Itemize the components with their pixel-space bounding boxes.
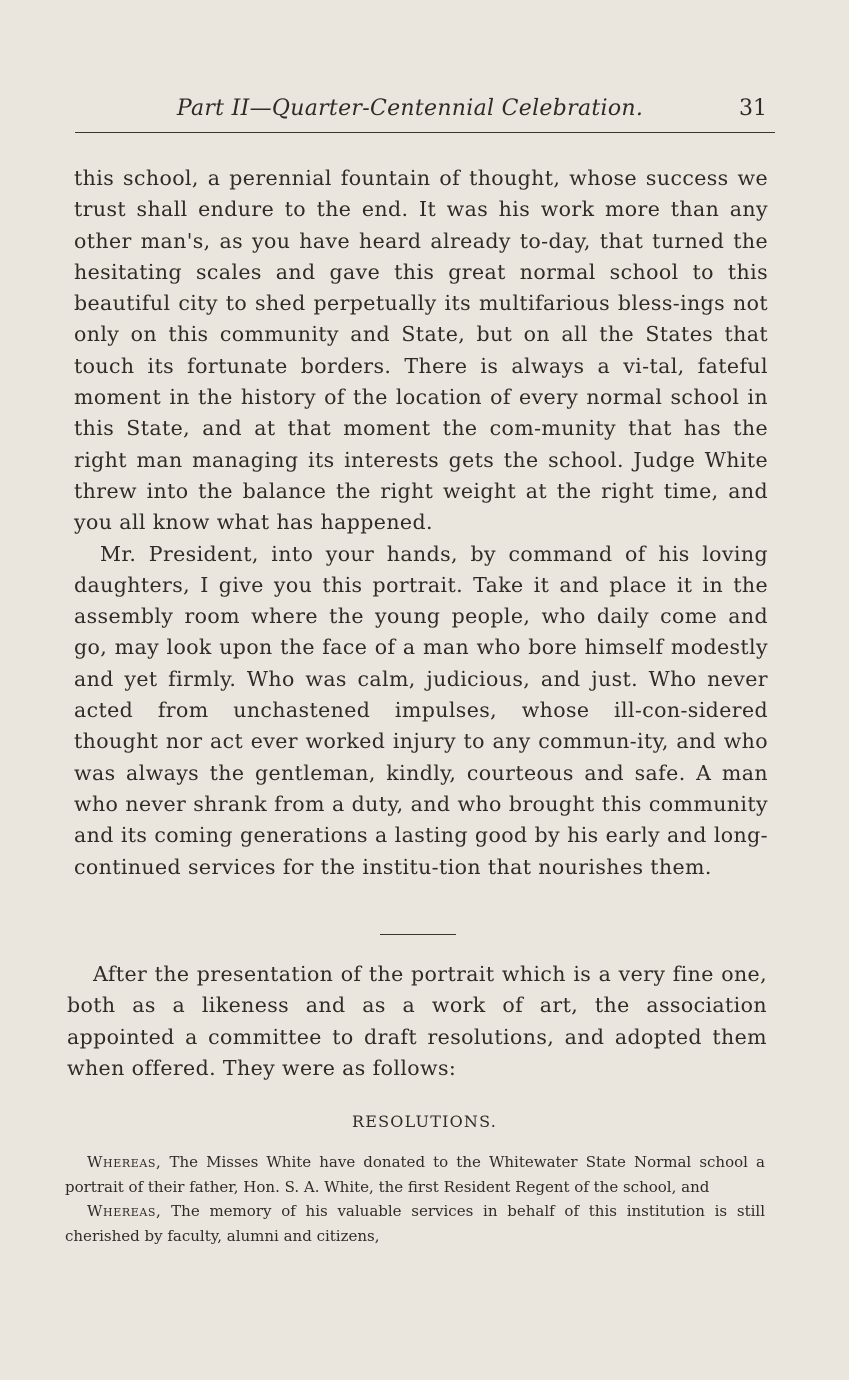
page-number: 31 (739, 96, 767, 121)
resolution-text: The Misses White have donated to the Whitewater State Normal school a portrait of their father, Hon. S. A. White, the first Resident Regent of the school, and (65, 1153, 765, 1196)
body-text (74, 163, 768, 883)
running-head: Part II—Quarter-Centennial Celebration. (176, 96, 644, 121)
section-divider (380, 934, 456, 935)
resolution-text: The memory of his valuable services in behalf of this institution is still cherished by faculty, alumni and citizens, (65, 1202, 765, 1245)
page-header (75, 92, 775, 133)
resolution-item (65, 1199, 765, 1248)
resolutions-heading: RESOLUTIONS. (351, 1112, 498, 1131)
resolution-lead: Whereas, (87, 1202, 162, 1220)
paragraph-1: this school, a perennial fountain of thought, whose success we trust shall endure to the end. It was his work more than any other man's, as you have heard already to-day, that turned the hesitating scales and gave this great normal school to this beautiful city to shed perpetually its multifarious bless-ings not only on this community and State, but on all the States that touch its fortunate borders. There is always a vi-tal, fateful moment in the history of the location of every normal school in this State, and at that moment the com-munity that has the right man managing its interests gets the school. Judge White threw into the balance the right weight at the right time, and you all know what has happened. (74, 166, 768, 535)
resolutions-list (65, 1150, 765, 1248)
paragraph-2: Mr. President, into your hands, by command of his loving daughters, I give you this portrait. Take it and place it in the assembly room where the young people, who daily come and go, may look upon the face of a man who bore himself modestly and yet firmly. Who was calm, judicious, and just. Who never acted from unchastened impulses, whose ill-con-sidered thought nor act ever worked injury to any commun-ity, and who was always the gentleman, kindly, courteous and safe. A man who never shrank from a duty, and who brought this community and its coming generations a lasting good by his early and long-continued services for the institu-tion that nourishes them. (74, 541, 768, 879)
resolution-item (65, 1150, 765, 1199)
after-presentation-text (67, 959, 767, 1084)
resolution-lead: Whereas, (87, 1153, 162, 1171)
paragraph-3: After the presentation of the portrait which is a very fine one, both as a likeness and as a work of art, the association appointed a committee to draft resolutions, and adopted them when offered. They were as follows: (67, 962, 767, 1080)
